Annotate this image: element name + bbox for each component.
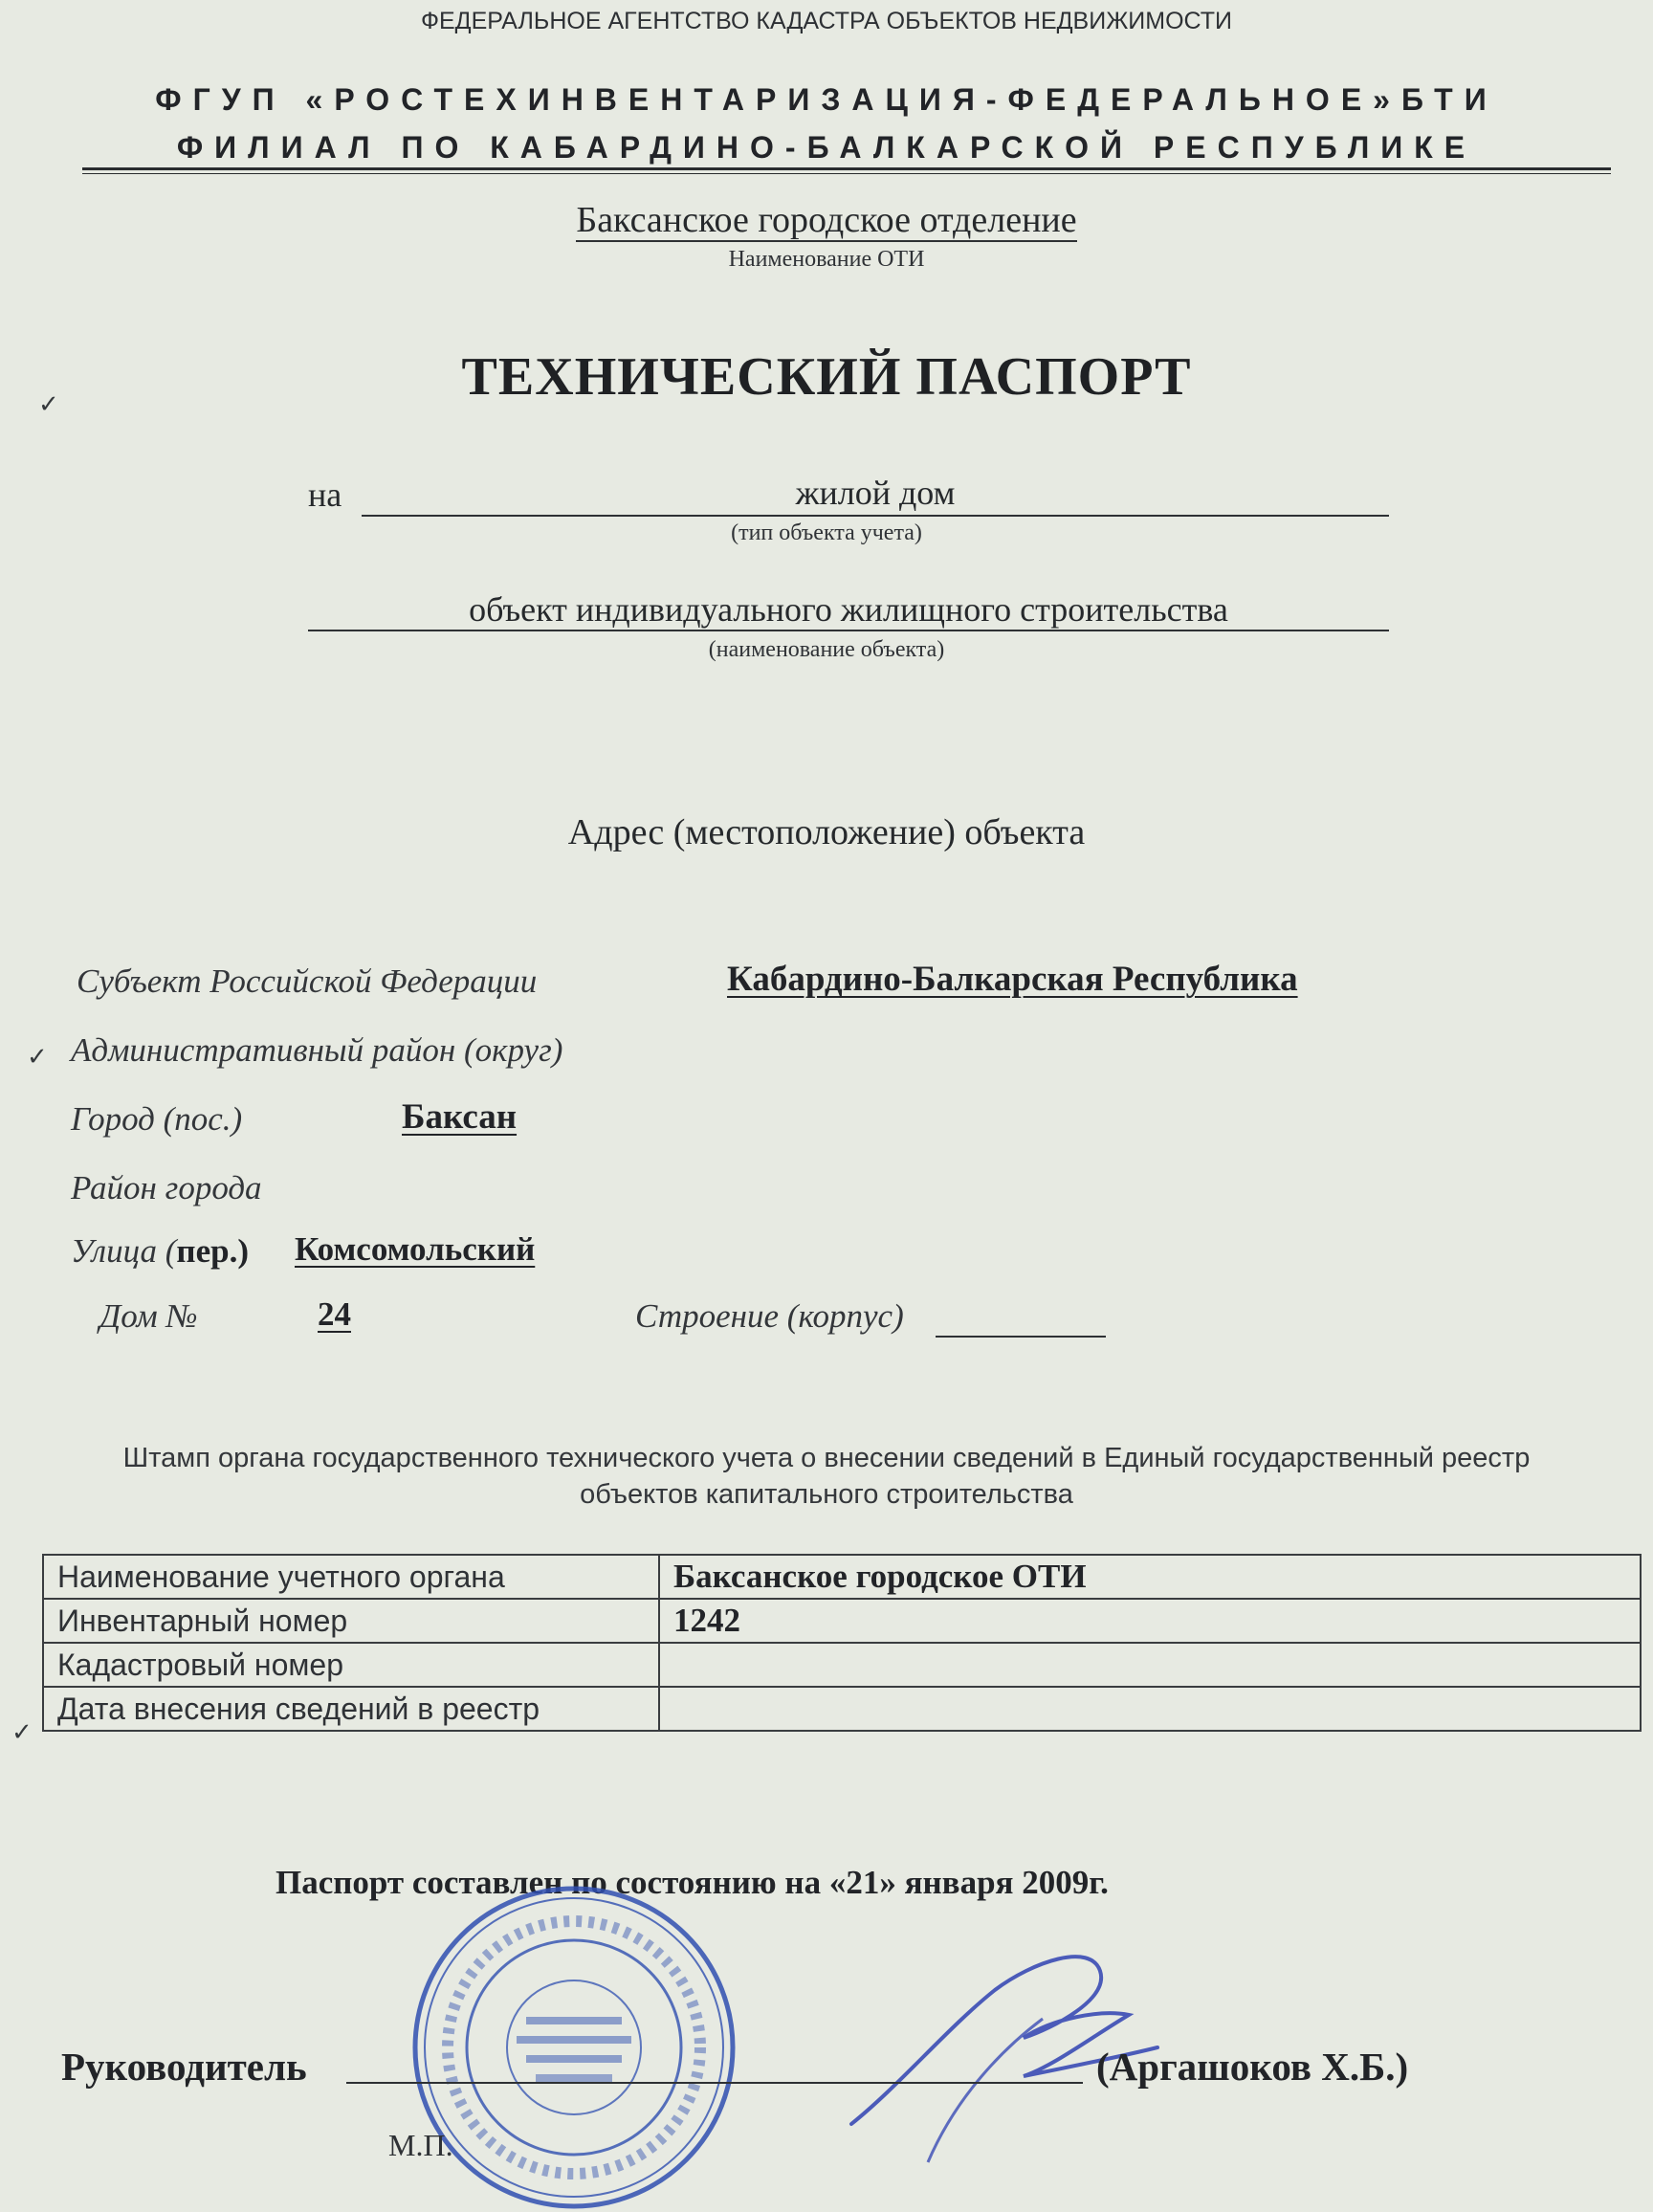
signature-label: Руководитель xyxy=(61,2045,307,2089)
object-name-caption: (наименование объекта) xyxy=(708,637,945,662)
registry-label: Инвентарный номер xyxy=(43,1599,659,1643)
building-blank-line xyxy=(936,1336,1106,1338)
district-label: Административный район (округ) xyxy=(71,1031,563,1069)
organization-name: ФГУП «РОСТЕХИНВЕНТАРИЗАЦИЯ-ФЕДЕРАЛЬНОЕ»БТИ xyxy=(155,82,1498,117)
signatory-name: (Аргашоков Х.Б.) xyxy=(1096,2045,1409,2089)
table-row xyxy=(43,1599,1641,1643)
signature-line xyxy=(346,2082,1083,2084)
street-label xyxy=(71,1232,249,1271)
object-type-line xyxy=(362,515,1389,517)
stamp-note-line1: Штамп органа государственного технического учета о внесении сведений в Единый государственный реестр xyxy=(122,1443,1531,1473)
house-value: 24 xyxy=(318,1295,351,1333)
city-value: Баксан xyxy=(402,1097,518,1137)
branch-caption: Наименование ОТИ xyxy=(728,247,925,272)
street-label-italic: Улица ( xyxy=(71,1232,177,1270)
registry-table xyxy=(42,1554,1642,1732)
registry-label: Кадастровый номер xyxy=(43,1643,659,1687)
stamp-note-line2: объектов капитального строительства xyxy=(580,1479,1073,1510)
building-label: Строение (корпус) xyxy=(635,1297,904,1335)
object-type: жилой дом xyxy=(795,474,956,512)
object-prefix: на xyxy=(308,476,342,514)
scan-mark-icon: ✓ xyxy=(38,390,59,418)
registry-label: Дата внесения сведений в реестр xyxy=(43,1687,659,1731)
house-label: Дом № xyxy=(99,1297,198,1335)
street-label-bold: пер.) xyxy=(176,1232,249,1270)
table-row xyxy=(43,1643,1641,1687)
document-title: ТЕХНИЧЕСКИЙ ПАСПОРТ xyxy=(461,347,1192,407)
header-divider xyxy=(82,167,1611,170)
subject-value: Кабардино-Балкарская Республика xyxy=(727,960,1298,999)
registry-value: Баксанское городское ОТИ xyxy=(659,1555,1641,1599)
header-divider-thin xyxy=(82,173,1611,174)
address-heading: Адрес (местоположение) объекта xyxy=(567,812,1086,852)
branch-block xyxy=(0,199,1653,241)
registry-label: Наименование учетного органа xyxy=(43,1555,659,1599)
registry-value xyxy=(659,1643,1641,1687)
table-row xyxy=(43,1555,1641,1599)
seal-label: М.П. xyxy=(388,2128,453,2162)
object-name-line xyxy=(308,630,1389,631)
subject-label: Субъект Российской Федерации xyxy=(77,962,538,1000)
registry-value: 1242 xyxy=(659,1599,1641,1643)
branch-region: ФИЛИАЛ ПО КАБАРДИНО-БАЛКАРСКОЙ РЕСПУБЛИКЕ xyxy=(176,130,1477,165)
object-type-caption: (тип объекта учета) xyxy=(731,520,922,545)
street-value: Комсомольский xyxy=(295,1230,536,1268)
passport-date: Паспорт составлен по состоянию на «21» января 2009г. xyxy=(276,1864,1109,1901)
table-row xyxy=(43,1687,1641,1731)
official-seal-icon xyxy=(409,1883,738,2212)
city-label: Город (пос.) xyxy=(71,1100,243,1138)
branch-name: Баксанское городское отделение xyxy=(576,200,1077,240)
agency-header: ФЕДЕРАЛЬНОЕ АГЕНТСТВО КАДАСТРА ОБЪЕКТОВ НЕДВИЖИМОСТИ xyxy=(421,8,1232,34)
registry-value xyxy=(659,1687,1641,1731)
object-name: объект индивидуального жилищного строительства xyxy=(469,590,1228,629)
city-district-label: Район города xyxy=(71,1169,262,1206)
scan-mark-icon: ✓ xyxy=(27,1043,48,1071)
scan-mark-icon: ✓ xyxy=(11,1718,33,1746)
